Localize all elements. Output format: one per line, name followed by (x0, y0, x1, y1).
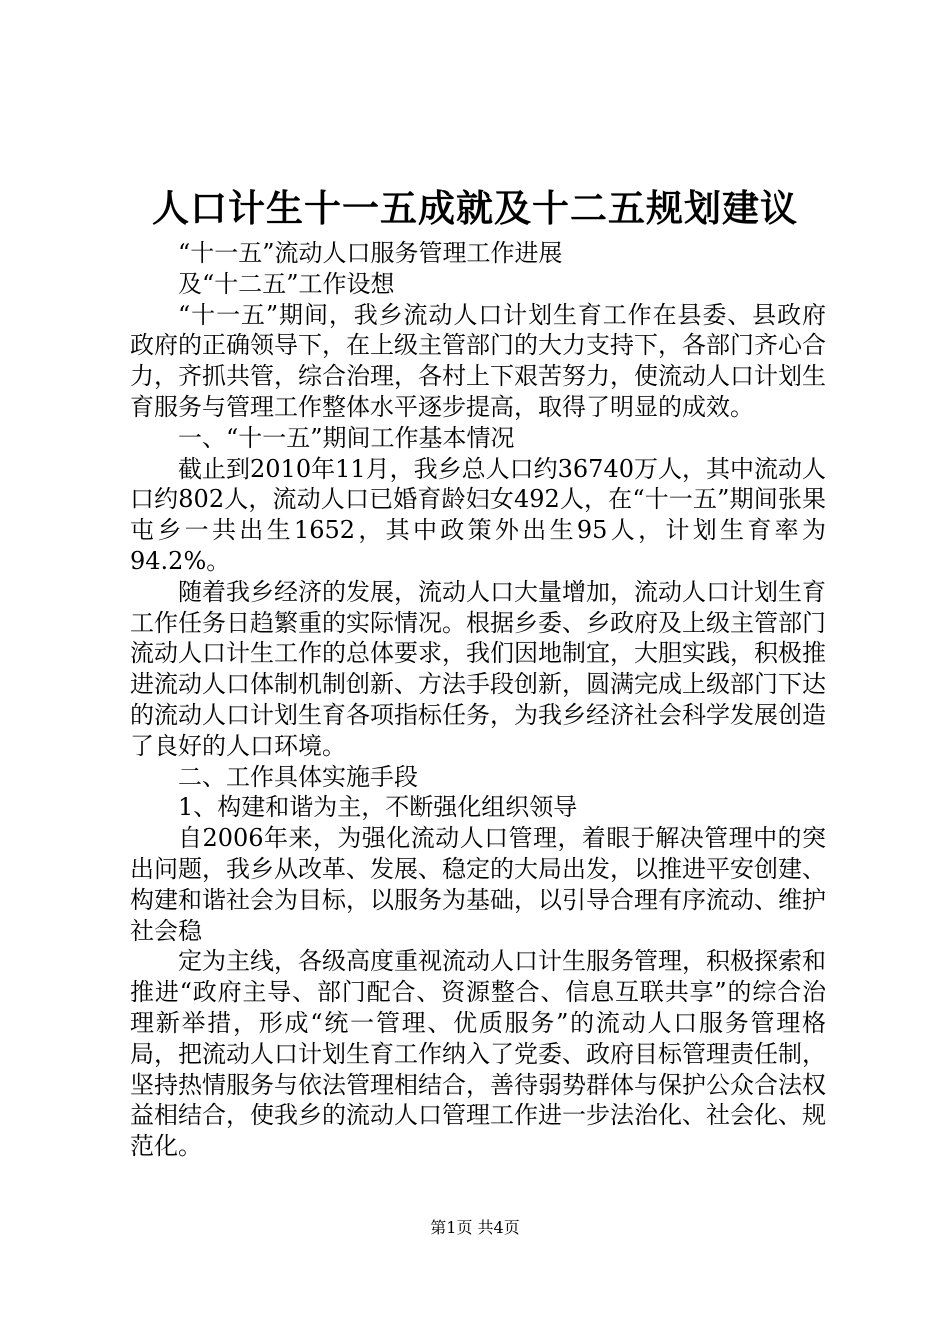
section-heading-2: 二、工作具体实施手段 (178, 762, 418, 791)
paragraph-since-2006: 自2006年来，为强化流动人口管理，着眼于解决管理中的突出问题，我乡从改革、发展、稳定的大局出发，以推进平安创建、构建和谐社会为目标，以服务为基础，以引导合理有序流动、维护社会稳 (130, 824, 826, 945)
paragraph-development: 随着我乡经济的发展，流动人口大量增加，流动人口计划生育工作任务日趋繁重的实际情况。根据乡委、乡政府及上级主管部门流动人口计生工作的总体要求，我们因地制宜，大胆实践，积极推进流动人口体制机制创新、方法手段创新，圆满完成上级部门下达的流动人口计划生育各项指标任务，为我乡经济社会科学发展创造了良好的人口环境。 (130, 577, 826, 760)
document-title: 人口计生十一五成就及十二五规划建议 (152, 186, 798, 230)
page-footer: 第1页 共4页 (430, 1218, 520, 1237)
subtitle-line-1: “十一五”流动人口服务管理工作进展 (178, 239, 563, 267)
subsection-heading-1: 1、构建和谐为主，不断强化组织领导 (178, 793, 578, 822)
subtitle-line-2: 及“十二五”工作设想 (178, 269, 395, 298)
paragraph-statistics: 截止到2010年11月，我乡总人口约36740万人，其中流动人口约802人，流动人口已婚育龄妇女492人，在“十一五”期间张果屯乡一共出生1652，其中政策外出生95人，计划生育率为94.2%。 (130, 454, 826, 575)
paragraph-main-line: 定为主线，各级高度重视流动人口计生服务管理，积极探索和推进“政府主导、部门配合、资源整合、信息互联共享”的综合治理新举措，形成“统一管理、优质服务”的流动人口服务管理格局，把流动人口计划生育工作纳入了党委、政府目标管理责任制，坚持热情服务与依法管理相结合，善待弱势群体与保护公众合法权益相结合，使我乡的流动人口管理工作进一步法治化、社会化、规范化。 (130, 947, 826, 1161)
section-heading-1: 一、“十一五”期间工作基本情况 (178, 423, 515, 452)
paragraph-intro: “十一五”期间，我乡流动人口计划生育工作在县委、县政府政府的正确领导下，在上级主管部门的大力支持下，各部门齐心合力，齐抓共管，综合治理，各村上下艰苦努力，使流动人口计划生育服务与管理工作整体水平逐步提高，取得了明显的成效。 (130, 300, 826, 421)
document-body (130, 238, 826, 1162)
